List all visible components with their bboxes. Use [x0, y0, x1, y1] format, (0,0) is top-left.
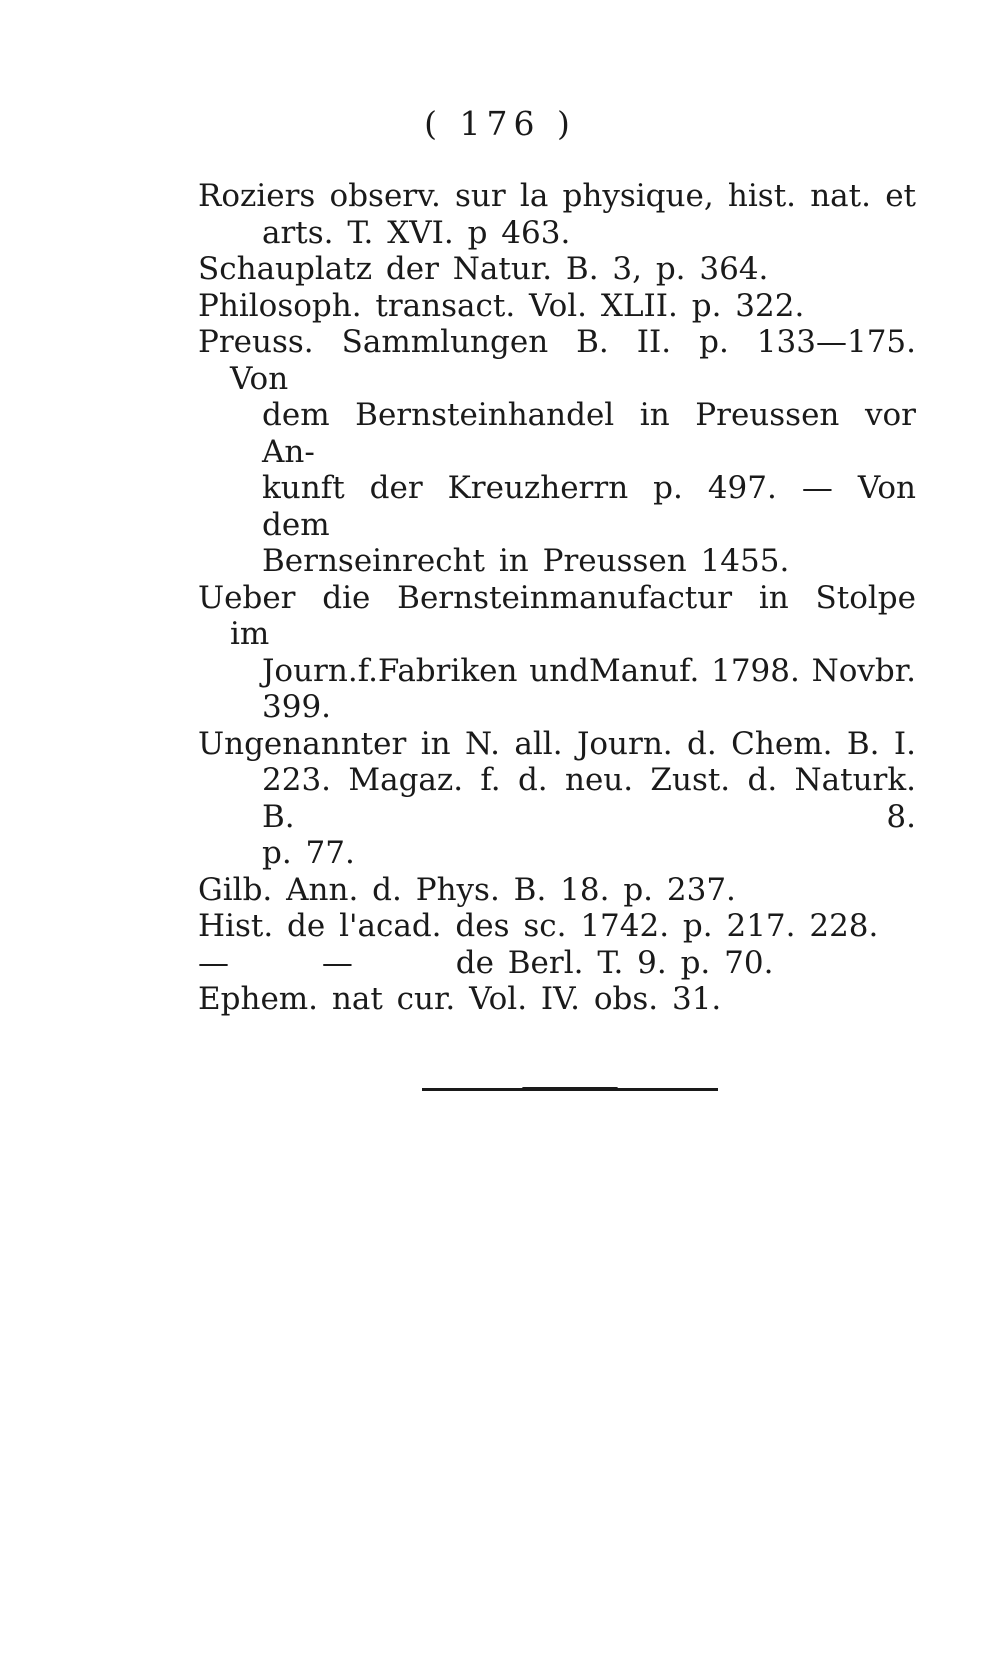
- bibliography-entry-ueber: [198, 580, 916, 726]
- entry-line: Philosoph. transact. Vol. XLII. p. 322.: [198, 287, 805, 324]
- section-divider-rule: [422, 1088, 718, 1091]
- bibliography-list: [198, 178, 916, 1018]
- bibliography-entry-preuss: [198, 324, 916, 580]
- entry-line: Roziers observ. sur la physique, hist. nat. et: [198, 178, 916, 214]
- entry-line: Ungenannter in N. all. Journ. d. Chem. B. I.: [198, 725, 916, 762]
- bibliography-entry-ephem: [198, 981, 916, 1018]
- bibliography-entry-hist: [198, 908, 916, 945]
- entry-line: Journ.f.Fabriken undManuf. 1798. Novbr. 399.: [262, 652, 916, 725]
- entry-line: Ephem. nat cur. Vol. IV. obs. 31.: [198, 981, 722, 1017]
- entry-line: kunft der Kreuzherrn p. 497. — Von dem: [262, 470, 916, 543]
- entry-text: de Berl. T. 9. p. 70.: [455, 944, 774, 981]
- entry-line-dashes: [198, 945, 916, 982]
- ditto-dash: —: [321, 944, 353, 981]
- entry-line: Hist. de l'acad. des sc. 1742. p. 217. 228.: [198, 908, 879, 944]
- entry-line: Preuss. Sammlungen B. II. p. 133—175. Von: [198, 324, 916, 397]
- bibliography-entry-ungenannter: [198, 726, 916, 872]
- bibliography-entry-roziers: [198, 178, 916, 251]
- bibliography-entry-berl: [198, 945, 916, 982]
- entry-line: Bernseinrecht in Preussen 1455.: [262, 543, 790, 579]
- bibliography-entry-gilb: [198, 872, 916, 909]
- bibliography-entry-philosoph: [198, 288, 916, 325]
- ditto-dash: —: [198, 944, 229, 981]
- entry-line: p. 77.: [262, 835, 355, 871]
- entry-line: Schauplatz der Natur. B. 3, p. 364.: [198, 251, 769, 287]
- bibliography-entry-schauplatz: [198, 251, 916, 288]
- entry-line: 223. Magaz. f. d. neu. Zust. d. Naturk. B. 8.: [262, 762, 916, 835]
- entry-line: Ueber die Bernsteinmanufactur in Stolpe im: [198, 579, 916, 652]
- entry-line: arts. T. XVI. p 463.: [262, 214, 571, 251]
- entry-line: dem Bernsteinhandel in Preussen vor An-: [262, 397, 916, 470]
- page-number: ( 176 ): [424, 104, 576, 143]
- entry-line: Gilb. Ann. d. Phys. B. 18. p. 237.: [198, 871, 736, 908]
